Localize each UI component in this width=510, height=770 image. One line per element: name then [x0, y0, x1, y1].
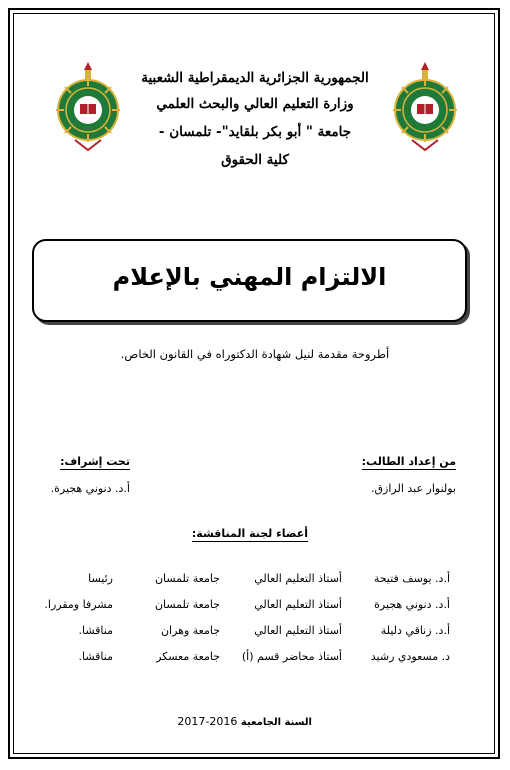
supervisor-label-wrap [60, 450, 130, 469]
academic-year-value: 2016-2017 [177, 715, 238, 728]
member-rank: أستاذ التعليم العالي [254, 624, 342, 637]
member-name: أ.د. دنوني هجيرة [374, 598, 450, 611]
student-name: بولنوار عبد الرازق. [371, 482, 456, 495]
member-rank: أستاذ التعليم العالي [254, 572, 342, 585]
student-label-wrap [362, 450, 456, 469]
header-republic: الجمهورية الجزائرية الديمقراطية الشعبية [141, 70, 369, 86]
member-university: جامعة وهران [160, 624, 220, 637]
thesis-title: الالتزام المهني بالإعلام [112, 263, 387, 291]
member-university: جامعة معسكر [156, 650, 220, 663]
committee-member-row [0, 650, 510, 666]
member-name: أ.د. يوسف فتيحة [373, 572, 450, 585]
member-role: مناقشا. [78, 624, 113, 637]
student-label: من إعداد الطالب: [361, 455, 456, 468]
header-university: جامعة " أبو بكر بلقايد"- تلمسان - [158, 124, 352, 140]
supervisor-label: تحت إشراف: [60, 455, 130, 468]
member-role: رئيسا [88, 572, 113, 585]
thesis-subtitle: أطروحة مقدمة لنيل شهادة الدكتوراه في القانون الخاص. [120, 347, 390, 361]
member-role: مناقشا. [78, 650, 113, 663]
university-emblem-right [392, 60, 458, 152]
academic-year [177, 715, 312, 728]
committee-member-row [0, 572, 510, 588]
header-ministry: وزارة التعليم العالي والبحث العلمي [156, 96, 354, 112]
supervisor-name: أ.د. دنوني هجيرة. [50, 482, 130, 495]
committee-member-row [0, 598, 510, 614]
member-name: د. مسعودي رشيد [370, 650, 450, 663]
title-box [32, 239, 467, 322]
member-rank: أستاذ محاضر قسم (أ) [241, 650, 342, 663]
member-role: مشرفا ومقررا. [44, 598, 113, 611]
member-university: جامعة تلمسان [154, 572, 220, 585]
committee-member-row [0, 624, 510, 640]
academic-year-label: السنة الجامعية [240, 717, 312, 728]
member-university: جامعة تلمسان [154, 598, 220, 611]
member-name: أ.د. زناقي دليلة [380, 624, 450, 637]
committee-label: أعضاء لجنة المناقشة: [191, 527, 308, 540]
member-rank: أستاذ التعليم العالي [254, 598, 342, 611]
committee-label-wrap [192, 522, 308, 541]
header-faculty: كلية الحقوق [221, 152, 289, 168]
